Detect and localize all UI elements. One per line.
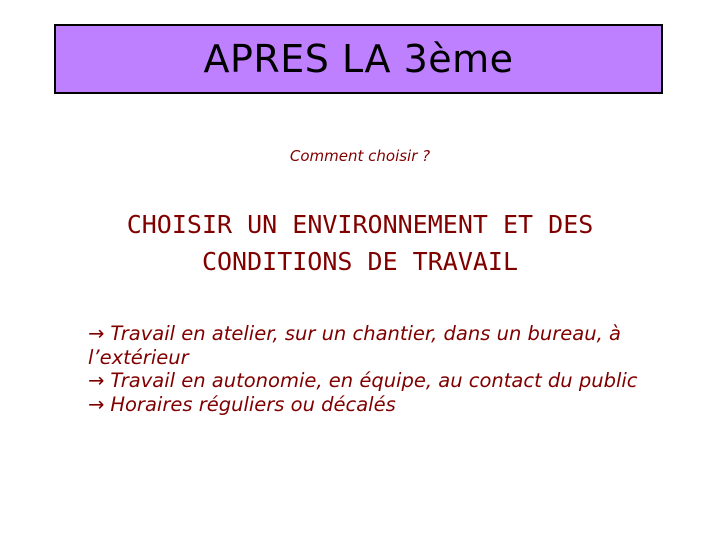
bullet-item xyxy=(88,393,658,417)
arrow-right-icon: → xyxy=(88,369,105,392)
arrow-right-icon: → xyxy=(88,392,105,416)
bullet-text: Travail en autonomie, en équipe, au contact du public xyxy=(110,369,638,392)
title-box xyxy=(54,24,663,94)
bullet-item xyxy=(88,369,658,393)
arrow-right-icon: → xyxy=(88,322,105,345)
slide-subtitle: Comment choisir ? xyxy=(289,147,431,165)
section-heading-line-2: CONDITIONS DE TRAVAIL xyxy=(201,247,519,276)
section-heading xyxy=(0,206,720,280)
bullet-text: Travail en atelier, sur un chantier, dans un bureau, à l’extérieur xyxy=(88,322,621,369)
bullet-text: Horaires réguliers ou décalés xyxy=(110,392,396,416)
section-heading-line-1: CHOISIR UN ENVIRONNEMENT ET DES xyxy=(126,210,594,239)
slide-title: APRES LA 3ème xyxy=(203,37,514,81)
bullet-item xyxy=(88,322,658,369)
bullet-list xyxy=(88,322,658,416)
